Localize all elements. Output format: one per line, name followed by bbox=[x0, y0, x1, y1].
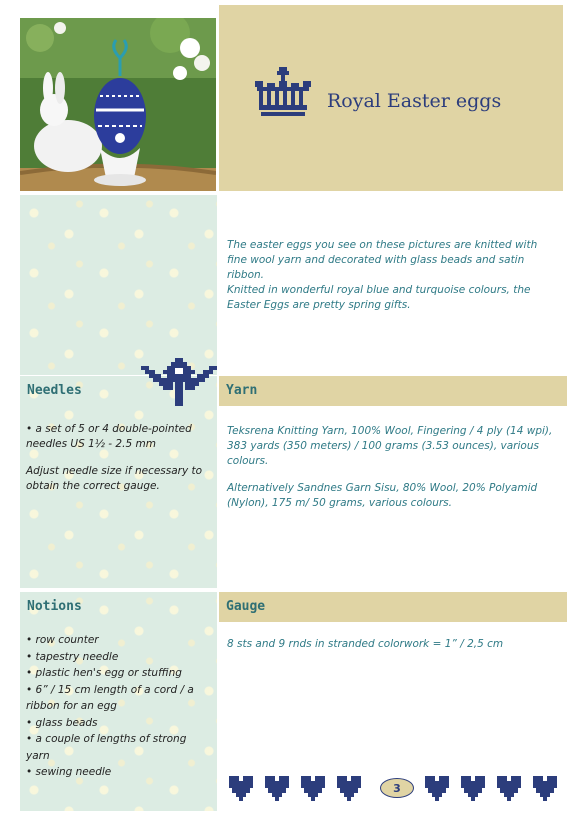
easter-egg-photo bbox=[20, 18, 216, 191]
page-number: 3 bbox=[380, 778, 414, 798]
needles-heading-label: Needles bbox=[27, 383, 82, 398]
heart-icon bbox=[301, 776, 325, 801]
notions-item: • sewing needle bbox=[26, 766, 112, 778]
notions-item: • 6” / 15 cm length of a cord / a ribbon for an egg bbox=[26, 683, 194, 712]
notions-item: • tapestry needle bbox=[26, 650, 119, 663]
intro-paragraph-1: The easter eggs you see on these pictures are knitted with fine wool yarn and decorated with glass beads and satin ribbon. bbox=[227, 239, 538, 281]
yarn-heading bbox=[219, 376, 567, 406]
gauge-heading bbox=[219, 592, 567, 622]
notions-heading-label: Notions bbox=[27, 599, 82, 614]
gauge-heading-label: Gauge bbox=[226, 599, 266, 614]
notions-list bbox=[26, 632, 208, 781]
heart-icon bbox=[497, 776, 521, 801]
yarn-paragraph-1: Teksrena Knitting Yarn, 100% Wool, Fingering / 4 ply (14 wpi), 383 yards (350 meters) / 100 grams (3.53 ounces), various colours. bbox=[227, 425, 553, 467]
yarn-heading-label: Yarn bbox=[226, 383, 258, 398]
yarn-paragraph-2: Alternatively Sandnes Garn Sisu, 80% Wool, 20% Polyamid (Nylon), 175 m/ 50 grams, various colours. bbox=[227, 482, 538, 509]
heart-icon bbox=[425, 776, 449, 801]
heart-icon bbox=[265, 776, 289, 801]
page-title: Royal Easter eggs bbox=[327, 90, 502, 112]
heart-icon bbox=[461, 776, 485, 801]
intro-text bbox=[227, 238, 559, 313]
title-panel bbox=[219, 5, 563, 191]
notions-item: • row counter bbox=[26, 634, 99, 646]
needles-text bbox=[26, 422, 218, 506]
heart-icon bbox=[229, 776, 253, 801]
yarn-text bbox=[227, 424, 560, 523]
floral-panel-intro bbox=[20, 195, 217, 375]
needles-note: Adjust needle size if necessary to obtain the correct gauge. bbox=[26, 465, 203, 492]
notions-item: • plastic hen's egg or stuffing bbox=[26, 667, 182, 679]
notions-heading bbox=[20, 592, 217, 622]
intro-paragraph-2: Knitted in wonderful royal blue and turquoise colours, the Easter Eggs are pretty spring gifts. bbox=[227, 284, 531, 311]
crown-icon bbox=[255, 67, 311, 117]
needles-item: • a set of 5 or 4 double-pointed needles US 1½ - 2.5 mm bbox=[26, 423, 192, 450]
notions-item: • a couple of lengths of strong yarn bbox=[26, 733, 187, 762]
flower-emblem-icon bbox=[141, 358, 217, 406]
notions-item: • glass beads bbox=[26, 716, 98, 729]
heart-icon bbox=[337, 776, 361, 801]
heart-icon bbox=[533, 776, 557, 801]
gauge-text: 8 sts and 9 rnds in stranded colorwork = 1” / 2,5 cm bbox=[227, 638, 504, 650]
